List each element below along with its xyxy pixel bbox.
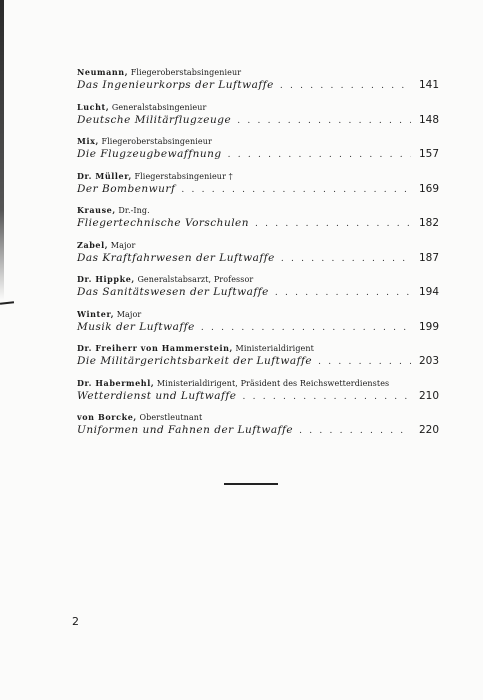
author-line — [77, 274, 439, 285]
dot-leader — [237, 114, 411, 129]
title-line — [77, 147, 439, 163]
author-line — [77, 378, 439, 389]
toc-entry — [77, 102, 439, 137]
toc-entry — [77, 274, 439, 309]
title-line — [77, 251, 439, 267]
chapter-title: Uniformen und Fahnen der Luftwaffe — [77, 424, 294, 436]
table-of-contents — [77, 67, 439, 447]
page-number: 194 — [418, 286, 439, 298]
author-title: Fliegerstabsingenieur † — [131, 171, 233, 181]
dot-leader — [228, 148, 411, 163]
page-number: 157 — [418, 148, 439, 160]
page-number: 148 — [418, 113, 439, 126]
chapter-title: Deutsche Militärflugzeuge — [77, 113, 232, 126]
author-line — [77, 102, 439, 113]
dot-leader — [281, 252, 411, 267]
title-line — [77, 113, 439, 129]
author-line — [77, 67, 439, 78]
toc-entry — [77, 171, 439, 206]
author-name: Zabel, — [77, 239, 109, 250]
title-line — [77, 354, 439, 370]
author-line — [77, 136, 439, 147]
dot-leader — [242, 390, 411, 405]
author-title: Generalstabsarzt, Professor — [134, 275, 254, 284]
chapter-title: Die Flugzeugbewaffnung — [77, 148, 222, 160]
author-title: Ministerialdirigent — [232, 344, 314, 353]
chapter-title: Musik der Luftwaffe — [77, 320, 195, 333]
dot-leader — [275, 286, 411, 301]
author-title: Generalstabsingenieur — [109, 102, 207, 112]
author-line — [77, 171, 439, 182]
chapter-title: Das Ingenieurkorps der Luftwaffe — [77, 79, 274, 91]
author-name: Dr. Hippke, — [77, 274, 135, 284]
page-number: 169 — [418, 182, 439, 195]
title-line — [77, 182, 439, 198]
dot-leader — [318, 355, 411, 370]
page-number: 199 — [418, 320, 439, 333]
author-title: Dr.-Ing. — [115, 206, 150, 215]
chapter-title: Das Sanitätswesen der Luftwaffe — [77, 286, 269, 298]
author-name: Krause, — [77, 205, 116, 215]
section-divider — [224, 483, 278, 485]
author-name: Neumann, — [77, 67, 129, 77]
author-line — [77, 240, 439, 251]
title-line — [77, 216, 439, 232]
author-name: Lucht, — [77, 101, 110, 112]
author-name: Winter, — [77, 308, 115, 319]
page-number: 182 — [418, 217, 439, 229]
dot-leader — [255, 217, 411, 232]
author-line — [77, 309, 439, 320]
title-line — [77, 320, 439, 336]
toc-entry — [77, 412, 439, 447]
toc-entry — [77, 240, 439, 275]
dot-leader — [201, 321, 411, 336]
page-number: 203 — [418, 355, 439, 367]
chapter-title: Die Militärgerichtsbarkeit der Luftwaffe — [77, 355, 313, 367]
author-line — [77, 205, 439, 216]
edge-mark — [0, 301, 14, 304]
author-name: von Borcke, — [77, 412, 137, 422]
dot-leader — [299, 424, 411, 439]
author-title: Major — [108, 240, 136, 250]
author-line — [77, 343, 439, 354]
toc-entry — [77, 136, 439, 171]
toc-entry — [77, 309, 439, 344]
page-folio: 2 — [72, 615, 79, 628]
author-title: Fliegeroberstabsingenieur — [98, 137, 212, 146]
author-title: Oberstleutnant — [136, 413, 203, 422]
author-name: Dr. Freiherr von Hammerstein, — [77, 343, 233, 353]
author-title: Fliegeroberstabsingenieur — [128, 68, 242, 77]
author-line — [77, 412, 439, 423]
author-name: Mix, — [77, 136, 99, 146]
page-number: 210 — [418, 389, 439, 402]
title-line — [77, 285, 439, 301]
title-line — [77, 423, 439, 439]
chapter-title: Der Bombenwurf — [77, 182, 176, 195]
toc-entry — [77, 343, 439, 378]
chapter-title: Fliegertechnische Vorschulen — [77, 217, 250, 229]
page-edge-shadow — [0, 0, 4, 300]
author-name: Dr. Habermehl, — [77, 377, 155, 388]
author-title: Major — [114, 309, 142, 319]
chapter-title: Das Kraftfahrwesen der Luftwaffe — [77, 251, 275, 264]
page-number: 141 — [418, 79, 439, 91]
title-line — [77, 78, 439, 94]
title-line — [77, 389, 439, 405]
toc-entry — [77, 205, 439, 240]
author-title: Ministerialdirigent, Präsident des Reichswetterdienstes — [154, 378, 390, 388]
chapter-title: Wetterdienst und Luftwaffe — [77, 389, 237, 402]
page-number: 187 — [418, 251, 439, 264]
page-number: 220 — [418, 424, 439, 436]
author-name: Dr. Müller, — [77, 170, 132, 181]
toc-entry — [77, 378, 439, 413]
dot-leader — [181, 183, 411, 198]
dot-leader — [280, 79, 411, 94]
toc-entry — [77, 67, 439, 102]
